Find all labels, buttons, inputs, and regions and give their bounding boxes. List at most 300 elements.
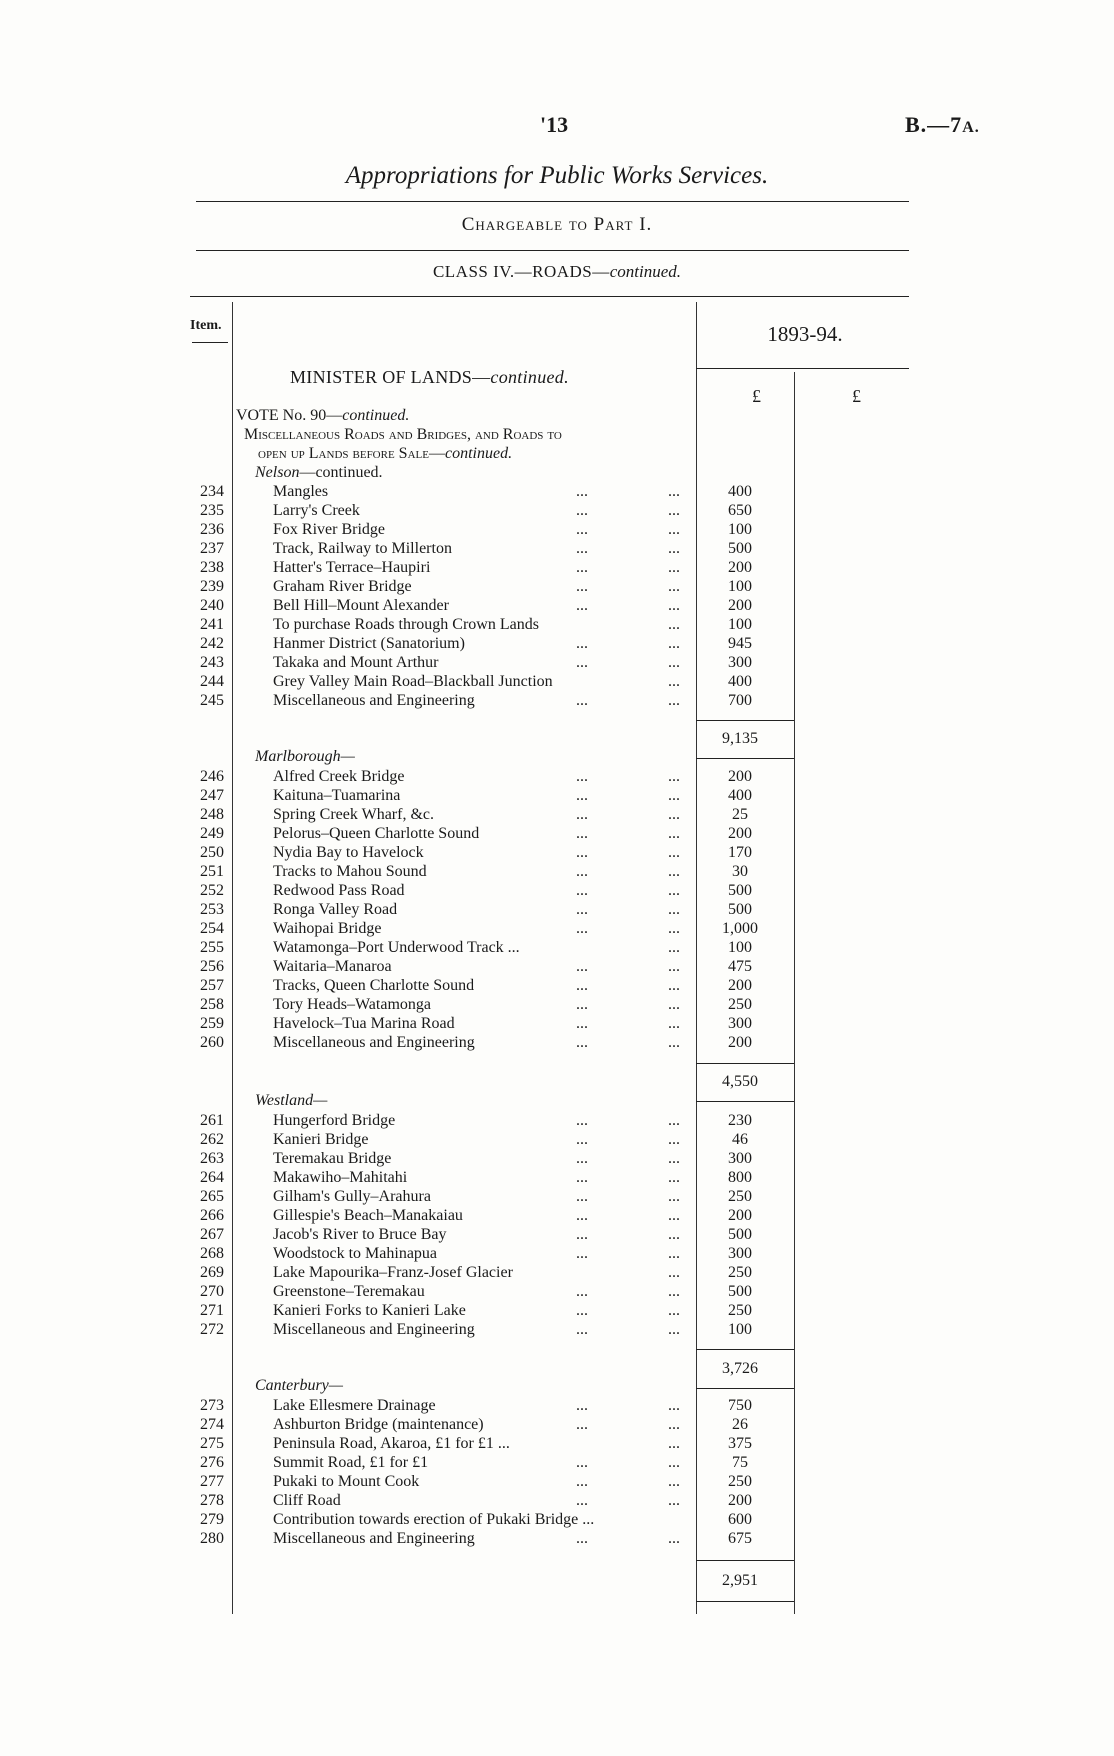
page-number: '13 (540, 112, 569, 137)
leader-dots: ... (576, 1150, 588, 1167)
leader-dots: ... (668, 977, 680, 994)
rule-mid (196, 250, 909, 251)
leader-dots: ... (668, 597, 680, 614)
item-amount: 250 (728, 1264, 752, 1281)
leader-dots: ... (668, 1321, 680, 1338)
leader-dots: ... (576, 1207, 588, 1224)
item-amount: 400 (728, 787, 752, 804)
item-number: 255 (200, 939, 224, 956)
leader-dots: ... (576, 483, 588, 500)
item-number: 253 (200, 901, 224, 918)
item-number: 268 (200, 1245, 224, 1262)
table-row (0, 1187, 1114, 1206)
item-number: 264 (200, 1169, 224, 1186)
item-name: Gillespie's Beach–Manakaiau (273, 1207, 463, 1224)
table-row (0, 1491, 1114, 1510)
item-header-underline (192, 342, 228, 343)
item-name: Miscellaneous and Engineering (273, 1321, 475, 1338)
table-row (0, 1263, 1114, 1282)
chargeable-heading: Chargeable to Part I. (461, 214, 653, 235)
table-row (0, 1320, 1114, 1339)
item-name: Tory Heads–Watamonga (273, 996, 431, 1013)
table-row (0, 1396, 1114, 1415)
item-name: Teremakau Bridge (273, 1150, 392, 1167)
leader-dots: ... (668, 502, 680, 519)
leader-dots: ... (576, 958, 588, 975)
item-name: Kaituna–Tuamarina (273, 787, 401, 804)
leader-dots: ... (668, 1015, 680, 1032)
table-row (0, 1415, 1114, 1434)
item-name: Waitaria–Manaroa (273, 958, 392, 975)
leader-dots: ... (668, 1245, 680, 1262)
item-amount: 200 (728, 825, 752, 842)
section-total: 2,951 (722, 1572, 758, 1589)
item-name: Miscellaneous and Engineering (273, 1034, 475, 1051)
item-amount: 375 (728, 1435, 752, 1452)
item-amount: 300 (728, 1015, 752, 1032)
minister-heading (290, 367, 569, 388)
leader-dots: ... (668, 654, 680, 671)
item-name: Larry's Creek (273, 502, 360, 519)
table-row (0, 1282, 1114, 1301)
table-row (0, 672, 1114, 691)
vote-cont: continued. (342, 407, 410, 424)
currency-label-right: £ (852, 386, 861, 406)
leader-dots: ... (668, 616, 680, 633)
item-number: 279 (200, 1511, 224, 1528)
item-amount: 500 (728, 1226, 752, 1243)
leader-dots: ... (668, 673, 680, 690)
leader-dots: ... (668, 787, 680, 804)
leader-dots: ... (576, 692, 588, 709)
leader-dots: ... (668, 1169, 680, 1186)
item-amount: 500 (728, 1283, 752, 1300)
section-total: 4,550 (722, 1073, 758, 1090)
leader-dots: ... (576, 1188, 588, 1205)
table-row (0, 1149, 1114, 1168)
page-title: Appropriations for Public Works Services. (345, 162, 769, 189)
item-number: 259 (200, 1015, 224, 1032)
leader-dots: ... (576, 559, 588, 576)
item-name: Pelorus–Queen Charlotte Sound (273, 825, 480, 842)
item-amount: 945 (728, 635, 752, 652)
item-name: Waihopai Bridge (273, 920, 382, 937)
item-amount: 100 (728, 521, 752, 538)
item-number: 238 (200, 559, 224, 576)
leader-dots: ... (576, 597, 588, 614)
table-row (0, 995, 1114, 1014)
item-number: 242 (200, 635, 224, 652)
table-row (0, 1510, 1114, 1529)
misc-heading-2-main: open up Lands before Sale— (258, 445, 445, 462)
nelson-title: Nelson (255, 464, 300, 481)
item-amount: 30 (732, 863, 748, 880)
section-total: 9,135 (722, 730, 758, 747)
table-row (0, 824, 1114, 843)
leader-dots: ... (668, 882, 680, 899)
class-heading (0, 262, 1114, 282)
item-amount: 200 (728, 559, 752, 576)
document-reference (905, 112, 980, 138)
item-number: 261 (200, 1112, 224, 1129)
leader-dots: ... (576, 521, 588, 538)
table-row (0, 1434, 1114, 1453)
leader-dots: ... (576, 654, 588, 671)
item-amount: 300 (728, 1245, 752, 1262)
item-name: Gilham's Gully–Arahura (273, 1188, 431, 1205)
leader-dots: ... (668, 844, 680, 861)
table-row (0, 1244, 1114, 1263)
item-number: 248 (200, 806, 224, 823)
leader-dots: ... (668, 1492, 680, 1509)
item-number: 266 (200, 1207, 224, 1224)
leader-dots: ... (576, 1131, 588, 1148)
item-number: 274 (200, 1416, 224, 1433)
item-name: Jacob's River to Bruce Bay (273, 1226, 447, 1243)
item-amount: 400 (728, 483, 752, 500)
leader-dots: ... (576, 1473, 588, 1490)
item-number: 237 (200, 540, 224, 557)
table-row (0, 900, 1114, 919)
item-name: Grey Valley Main Road–Blackball Junction (273, 673, 553, 690)
leader-dots: ... (668, 1435, 680, 1452)
item-number: 258 (200, 996, 224, 1013)
leader-dots: ... (576, 1416, 588, 1433)
leader-dots: ... (576, 1015, 588, 1032)
item-name: Miscellaneous and Engineering (273, 692, 475, 709)
class-heading-main: CLASS IV.—ROADS— (432, 262, 610, 281)
table-row (0, 558, 1114, 577)
item-amount: 250 (728, 1473, 752, 1490)
leader-dots: ... (668, 521, 680, 538)
leader-dots: ... (668, 540, 680, 557)
table-row (0, 634, 1114, 653)
item-number: 239 (200, 578, 224, 595)
table-row (0, 501, 1114, 520)
item-amount: 100 (728, 616, 752, 633)
leader-dots: ... (576, 540, 588, 557)
table-row (0, 805, 1114, 824)
leader-dots: ... (668, 825, 680, 842)
item-name: Hanmer District (Sanatorium) (273, 635, 465, 652)
item-amount: 75 (732, 1454, 748, 1471)
vote-main: VOTE No. 90— (236, 407, 343, 424)
leader-dots: ... (668, 1150, 680, 1167)
subtotal-rule (696, 1349, 794, 1350)
item-number: 240 (200, 597, 224, 614)
item-name: Summit Road, £1 for £1 (273, 1454, 429, 1471)
item-number: 252 (200, 882, 224, 899)
table-row (0, 653, 1114, 672)
item-amount: 200 (728, 1492, 752, 1509)
leader-dots: ... (668, 559, 680, 576)
leader-dots: ... (576, 1492, 588, 1509)
item-amount: 170 (728, 844, 752, 861)
item-name: To purchase Roads through Crown Lands (273, 616, 539, 633)
item-number: 262 (200, 1131, 224, 1148)
item-name: Greenstone–Teremakau (273, 1283, 425, 1300)
leader-dots: ... (576, 1321, 588, 1338)
leader-dots: ... (576, 502, 588, 519)
item-number: 278 (200, 1492, 224, 1509)
minister-cont: continued. (490, 367, 569, 387)
rule-top (196, 201, 909, 202)
subtotal-rule (696, 1601, 794, 1602)
table-row (0, 482, 1114, 501)
leader-dots: ... (576, 844, 588, 861)
table-row (0, 1301, 1114, 1320)
leader-dots: ... (668, 483, 680, 500)
leader-dots: ... (576, 1530, 588, 1547)
item-name: Track, Railway to Millerton (273, 540, 452, 557)
item-number: 247 (200, 787, 224, 804)
item-name: Fox River Bridge (273, 521, 385, 538)
item-number: 236 (200, 521, 224, 538)
item-name: Miscellaneous and Engineering (273, 1530, 475, 1547)
item-name: Tracks, Queen Charlotte Sound (273, 977, 475, 994)
item-name: Bell Hill–Mount Alexander (273, 597, 449, 614)
subtotal-rule (696, 1063, 794, 1064)
table-row (0, 938, 1114, 957)
leader-dots: ... (576, 920, 588, 937)
item-name: Tracks to Mahou Sound (273, 863, 427, 880)
class-heading-cont: continued. (609, 262, 682, 281)
item-name: Pukaki to Mount Cook (273, 1473, 420, 1490)
item-name: Graham River Bridge (273, 578, 412, 595)
table-row (0, 520, 1114, 539)
leader-dots: ... (576, 996, 588, 1013)
item-name: Nydia Bay to Havelock (273, 844, 424, 861)
leader-dots: ... (668, 1226, 680, 1243)
leader-dots: ... (576, 1034, 588, 1051)
item-amount: 26 (732, 1416, 748, 1433)
item-number: 272 (200, 1321, 224, 1338)
table-row (0, 577, 1114, 596)
item-amount: 750 (728, 1397, 752, 1414)
doc-ref-main: B.—7 (905, 112, 963, 137)
item-number: 269 (200, 1264, 224, 1281)
leader-dots: ... (576, 1397, 588, 1414)
year-column-header: 1893-94. (767, 322, 843, 346)
leader-dots: ... (668, 939, 680, 956)
doc-ref-suffix: A. (962, 119, 980, 136)
item-number: 243 (200, 654, 224, 671)
table-row (0, 957, 1114, 976)
item-amount: 600 (728, 1511, 752, 1528)
leader-dots: ... (668, 635, 680, 652)
year-header-underline (696, 368, 909, 369)
table-row (0, 919, 1114, 938)
table-row (0, 1111, 1114, 1130)
item-number: 235 (200, 502, 224, 519)
item-amount: 200 (728, 768, 752, 785)
leader-dots: ... (576, 806, 588, 823)
item-number: 280 (200, 1530, 224, 1547)
table-row (0, 539, 1114, 558)
item-amount: 250 (728, 1302, 752, 1319)
misc-heading-2-cont: continued. (444, 445, 513, 462)
item-amount: 300 (728, 654, 752, 671)
item-name: Spring Creek Wharf, &c. (273, 806, 434, 823)
item-number: 273 (200, 1397, 224, 1414)
section-total: 3,726 (722, 1360, 758, 1377)
item-amount: 250 (728, 1188, 752, 1205)
item-amount: 230 (728, 1112, 752, 1129)
leader-dots: ... (668, 1473, 680, 1490)
leader-dots: ... (668, 1264, 680, 1281)
leader-dots: ... (576, 1226, 588, 1243)
item-name: Cliff Road (273, 1492, 341, 1509)
table-row (0, 1168, 1114, 1187)
table-row (0, 843, 1114, 862)
misc-heading-line-1: Miscellaneous Roads and Bridges, and Roads to (244, 426, 562, 443)
leader-dots: ... (668, 1302, 680, 1319)
item-name: Kanieri Bridge (273, 1131, 369, 1148)
leader-dots: ... (668, 1397, 680, 1414)
table-row (0, 1206, 1114, 1225)
vote-heading (236, 406, 409, 425)
table-row (0, 691, 1114, 710)
table-row (0, 615, 1114, 634)
item-amount: 400 (728, 673, 752, 690)
item-number: 254 (200, 920, 224, 937)
item-name: Lake Ellesmere Drainage (273, 1397, 436, 1414)
leader-dots: ... (576, 1283, 588, 1300)
currency-label-left: £ (752, 386, 761, 406)
leader-dots: ... (668, 1454, 680, 1471)
item-amount: 300 (728, 1150, 752, 1167)
item-name: Redwood Pass Road (273, 882, 405, 899)
table-row (0, 596, 1114, 615)
nelson-suffix: —continued. (299, 464, 383, 481)
leader-dots: ... (668, 1034, 680, 1051)
item-name: Ronga Valley Road (273, 901, 398, 918)
leader-dots: ... (668, 863, 680, 880)
leader-dots: ... (576, 882, 588, 899)
leader-dots: ... (668, 1207, 680, 1224)
item-number: 275 (200, 1435, 224, 1452)
leader-dots: ... (668, 768, 680, 785)
table-row (0, 881, 1114, 900)
item-name: Contribution towards erection of Pukaki Bridge ... (273, 1511, 595, 1528)
subtotal-rule (696, 1388, 794, 1389)
subtotal-rule (696, 1101, 794, 1102)
leader-dots: ... (668, 901, 680, 918)
item-number: 246 (200, 768, 224, 785)
table-row (0, 862, 1114, 881)
leader-dots: ... (668, 958, 680, 975)
item-amount: 1,000 (722, 920, 758, 937)
section-title: Westland— (255, 1092, 328, 1109)
item-name: Watamonga–Port Underwood Track ... (273, 939, 520, 956)
item-name: Mangles (273, 483, 329, 500)
leader-dots: ... (668, 1188, 680, 1205)
item-amount: 100 (728, 939, 752, 956)
subtotal-rule (696, 720, 794, 721)
item-amount: 500 (728, 901, 752, 918)
item-number: 260 (200, 1034, 224, 1051)
leader-dots: ... (576, 977, 588, 994)
subtotal-rule (696, 1560, 794, 1561)
nelson-heading (255, 463, 383, 482)
leader-dots: ... (668, 1530, 680, 1547)
item-name: Ashburton Bridge (maintenance) (273, 1416, 484, 1433)
item-number: 267 (200, 1226, 224, 1243)
leader-dots: ... (668, 996, 680, 1013)
item-name: Hatter's Terrace–Haupiri (273, 559, 431, 576)
item-amount: 25 (732, 806, 748, 823)
item-amount: 675 (728, 1530, 752, 1547)
item-amount: 500 (728, 882, 752, 899)
item-number: 263 (200, 1150, 224, 1167)
leader-dots: ... (668, 692, 680, 709)
item-amount: 200 (728, 977, 752, 994)
item-name: Hungerford Bridge (273, 1112, 396, 1129)
subtotal-rule (696, 758, 794, 759)
item-amount: 200 (728, 597, 752, 614)
item-name: Lake Mapourika–Franz-Josef Glacier (273, 1264, 513, 1281)
section-title: Canterbury— (255, 1377, 343, 1394)
leader-dots: ... (576, 825, 588, 842)
item-name: Makawiho–Mahitahi (273, 1169, 408, 1186)
table-row (0, 976, 1114, 995)
leader-dots: ... (668, 1112, 680, 1129)
item-amount: 100 (728, 578, 752, 595)
table-row (0, 1472, 1114, 1491)
item-number: 251 (200, 863, 224, 880)
leader-dots: ... (576, 1302, 588, 1319)
rule-table-top (190, 296, 909, 297)
table-row (0, 767, 1114, 786)
leader-dots: ... (576, 1169, 588, 1186)
table-row (0, 1130, 1114, 1149)
item-name: Takaka and Mount Arthur (273, 654, 439, 671)
item-number: 245 (200, 692, 224, 709)
item-number: 270 (200, 1283, 224, 1300)
leader-dots: ... (576, 1454, 588, 1471)
item-name: Havelock–Tua Marina Road (273, 1015, 455, 1032)
item-number: 256 (200, 958, 224, 975)
table-row (0, 1014, 1114, 1033)
misc-heading-line-2 (258, 444, 512, 463)
item-number: 244 (200, 673, 224, 690)
leader-dots: ... (668, 578, 680, 595)
leader-dots: ... (576, 901, 588, 918)
item-name: Woodstock to Mahinapua (273, 1245, 438, 1262)
item-number: 234 (200, 483, 224, 500)
item-amount: 200 (728, 1207, 752, 1224)
leader-dots: ... (576, 863, 588, 880)
item-number: 257 (200, 977, 224, 994)
table-row (0, 1033, 1114, 1052)
leader-dots: ... (668, 1416, 680, 1433)
table-row (0, 1529, 1114, 1548)
leader-dots: ... (668, 1131, 680, 1148)
leader-dots: ... (576, 578, 588, 595)
leader-dots: ... (576, 635, 588, 652)
leader-dots: ... (576, 1112, 588, 1129)
item-number: 250 (200, 844, 224, 861)
table-row (0, 786, 1114, 805)
item-amount: 500 (728, 540, 752, 557)
item-number: 265 (200, 1188, 224, 1205)
leader-dots: ... (668, 806, 680, 823)
leader-dots: ... (668, 920, 680, 937)
minister-main: MINISTER OF LANDS— (290, 367, 491, 387)
item-amount: 650 (728, 502, 752, 519)
leader-dots: ... (576, 1245, 588, 1262)
leader-dots: ... (576, 768, 588, 785)
